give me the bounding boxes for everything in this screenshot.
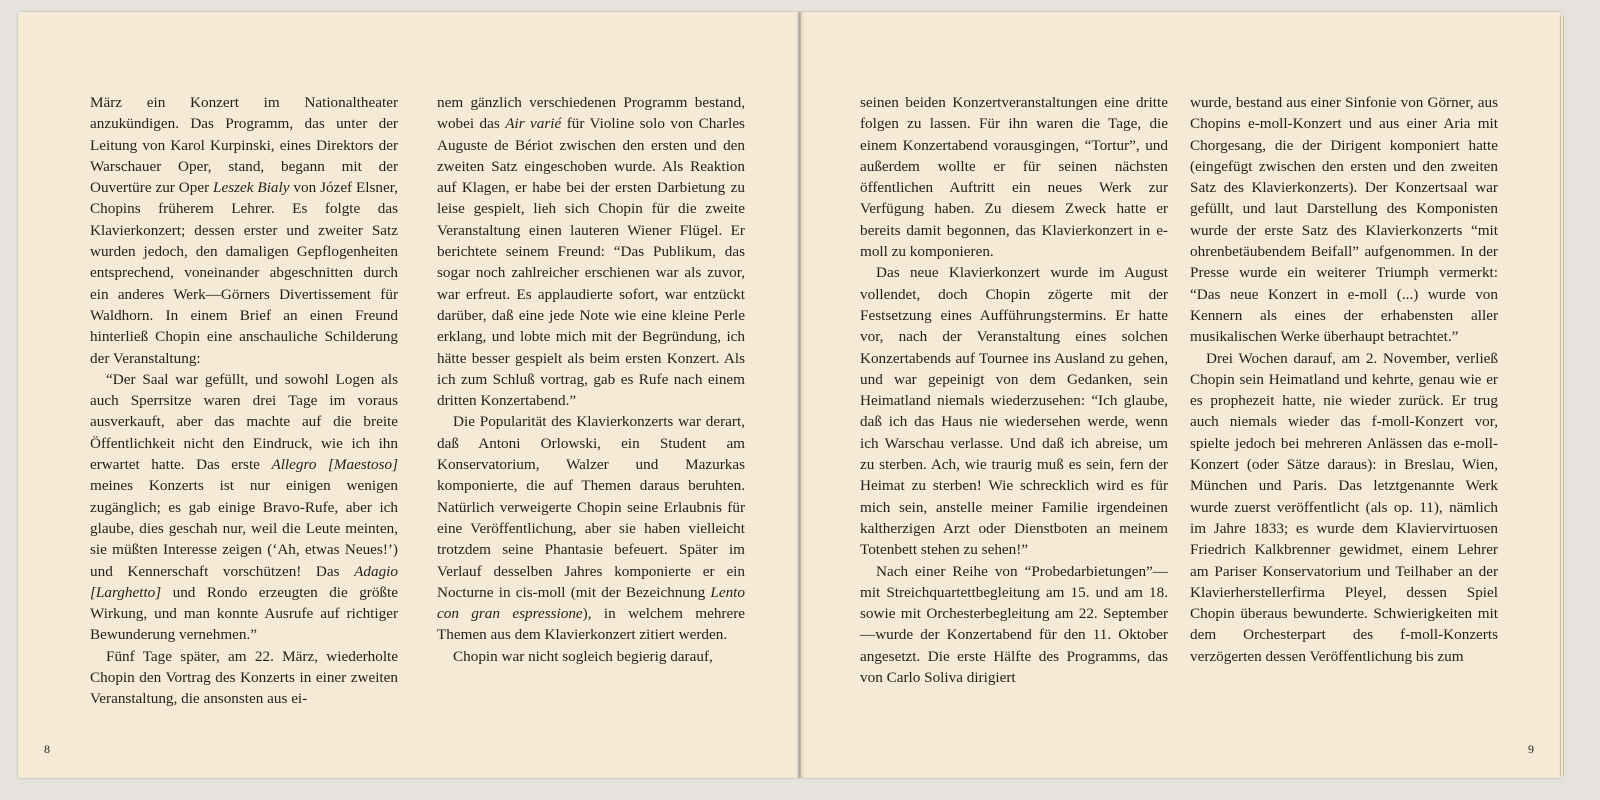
- paragraph: [860, 561, 1168, 689]
- text-run: März ein Konzert im Nationaltheater anzukündigen. Das Programm, das unter der Leitung von Karol Kurpinski, eines Direktors der Warschauer Oper, stand, begann mit der Ouvertüre zur Oper: [90, 94, 398, 197]
- paragraph: [90, 646, 398, 710]
- text-run: Fünf Tage später, am 22. März, wiederholte Chopin den Vortrag des Konzerts in einer zweiten Veranstaltung, die ansonsten aus ei-: [90, 647, 398, 708]
- text-run: von Józef Elsner, Chopins früherem Lehrer. Es folgte das Klavierkonzert; dessen erster und zweiter Satz wurden jedoch, den damaligen Gepflogenheiten entsprechend, voneinander abgeschnitten durch ein anderes Werk—Görners Divertissement für Waldhorn. In einem Brief an einen Freund hinterließ Chopin eine anschauliche Schilderung der Veranstaltung:: [90, 179, 399, 367]
- paragraph: [90, 92, 398, 369]
- italic-title: Leszek Bialy: [213, 179, 290, 197]
- paragraph: [860, 262, 1168, 560]
- paragraph: [437, 411, 745, 645]
- text-run: nem gänzlich verschiedenen Programm bestand, wobei das: [437, 94, 745, 133]
- text-run: Nach einer Reihe von “Probedarbietungen”—mit Streichquartettbegleitung am 15. und am 18. sowie mit Orchesterbegleitung am 22. September—wurde der Konzertabend für den 11. Oktober angesetzt. Die erste Hälfte des Programms, das von Carlo Soliva dirigiert: [860, 562, 1168, 687]
- page-number-right: 9: [1528, 742, 1534, 756]
- text-run: Das neue Klavierkonzert wurde im August vollendet, doch Chopin zögerte mit der Festsetzung eines Aufführungstermins. Er hatte vor, nach der Veranstaltung eines solchen Konzertabends auf Tournee ins Ausland zu gehen, und war gepeinigt von dem Gedanken, sein Heimatland niemals wiederzusehen: “Ich glaube, daß ich das Haus nie wiedersehen werde, wenn ich Warschau verlasse. Und daß ich abreise, um zu sterben. Ach, wie traurig muß es sein, fern der Heimat zu sterben! Wie schrecklich wird es für mich sein, anstelle meiner Familie irgendeinen kaltherzigen Arzt oder Dienstboten an meinem Totenbett stehen zu sehen!”: [860, 264, 1168, 559]
- book-gutter: [795, 12, 805, 778]
- italic-tempo: Lento con gran espressione: [437, 583, 745, 623]
- italic-title: Air varié: [505, 115, 562, 133]
- text-run: “Der Saal war gefüllt, und sowohl Logen als auch Sperrsitze waren drei Tage im voraus ausverkauft, aber das machte auf die breite Öffentlichkeit nicht den Eindruck, wie ich ihn erwartet hatte. Das erste: [90, 370, 398, 474]
- left-column-1: [90, 92, 398, 710]
- italic-tempo: Allegro [Maestoso]: [271, 456, 398, 474]
- paragraph: [437, 92, 745, 411]
- text-run: ), in welchem mehrere Themen aus dem Klavierkonzert zitiert werden.: [437, 605, 746, 644]
- left-column-2: [437, 92, 745, 667]
- right-column-2: [1190, 92, 1498, 667]
- paragraph: [90, 369, 398, 646]
- paragraph: [1190, 348, 1498, 667]
- italic-tempo: Adagio [Larghetto]: [90, 562, 398, 601]
- text-run: Die Popularität des Klavierkonzerts war derart, daß Antoni Orlowski, ein Student am Konservatorium, Walzer und Mazurkas komponierte, die auf Themen daraus beruhten. Natürlich verweigerte Chopin seine Erlaubnis für eine Veröffentlichung, aber sie haben vielleicht trotzdem seine Phantasie befeuert. Später im Verlauf desselben Jahres komponierte er ein Nocturne in cis-moll (mit der Bezeichnung: [437, 413, 745, 601]
- right-column-1: [860, 92, 1168, 688]
- page-edges: [1558, 16, 1566, 776]
- paragraph: [860, 92, 1168, 262]
- paragraph: [1190, 92, 1498, 348]
- text-run: wurde, bestand aus einer Sinfonie von Görner, aus Chopins e-moll-Konzert und aus einer Aria mit Chorgesang, die der Dirigent komponiert hatte (eingefügt zwischen den ersten und den zweiten Satz des Klavierkonzerts). Der Konzertsaal war gefüllt, und laut Darstellung des Komponisten wurde der erste Satz des Klavierkonzerts “mit ohrenbetäubendem Beifall” aufgenommen. In der Presse wurde ein weiterer Triumph vermerkt: “Das neue Konzert in e-moll (...) wurde von Kennern als eines der erhabensten aller musikalischen Werke überhaupt betrachtet.”: [1190, 94, 1498, 346]
- paragraph: [437, 646, 745, 667]
- text-run: Drei Wochen darauf, am 2. November, verließ Chopin sein Heimatland und kehrte, genau wie er es prophezeit hatte, nie wieder zurück. Er trug auch niemals wieder das f-moll-Konzert vor, spielte jedoch bei mehreren Anlässen das e-moll-Konzert (oder Sätze daraus): in Breslau, Wien, München und Paris. Das letztgenannte Werk wurde zuerst veröffentlicht (als op. 11), nämlich im Jahre 1833; es wurde dem Klaviervirtuosen Friedrich Kalkbrenner gewidmet, einem Lehrer am Pariser Konservatorium und Teilhaber an der Klavierherstellerfirma Pleyel, dessen Spiel Chopin überaus bewunderte. Schwierigkeiten mit dem Orchesterpart des f-moll-Konzerts verzögerten dessen Veröffentlichung bis zum: [1190, 349, 1498, 665]
- text-run: und Rondo erzeugten die größte Wirkung, und man konnte Ausrufe auf richtiger Bewunderung vernehmen.”: [90, 583, 398, 644]
- text-run: Chopin war nicht sogleich begierig darauf,: [453, 647, 713, 665]
- text-run: für Violine solo von Charles Auguste de Bériot zwischen den ersten und den zweiten Satz eingeschoben wurde. Als Reaktion auf Klagen, er habe bei der ersten Darbietung zu leise gespielt, lieh sich Chopin für die zweite Veranstaltung einen lauteren Wiener Flügel. Er berichtete seinem Freund: “Das Publikum, das sogar noch zahlreicher erschienen war als zuvor, war erfreut. Es applaudierte sofort, war entzückt darüber, daß eine jede Note wie eine kleine Perle erklang, und lobte mich mit der Begründung, ich hätte besser gespielt als beim ersten Konzert. Als ich zum Schluß vortrag, gab es Rufe nach einem dritten Konzertabend.”: [437, 115, 745, 410]
- text-run: seinen beiden Konzertveranstaltungen eine dritte folgen zu lassen. Für ihn waren die Tage, die einem Konzertabend vorausgingen, “Tortur”, und außerdem wollte er für seinen nächsten öffentlichen Auftritt ein neues Werk zur Verfügung haben. Zu diesem Zweck hatte er bereits damit begonnen, das Klavierkonzert in e-moll zu komponieren.: [860, 94, 1168, 261]
- page-number-left: 8: [44, 742, 50, 756]
- text-run: meines Konzerts ist nur einigen wenigen zugänglich; es gab einige Bravo-Rufe, aber ich glaube, dies geschah nur, weil die Leute meinten, sie müßten Interesse zeigen (‘Ah, etwas Neues!’) und Kennerschaft vorschützen! Das: [90, 477, 398, 580]
